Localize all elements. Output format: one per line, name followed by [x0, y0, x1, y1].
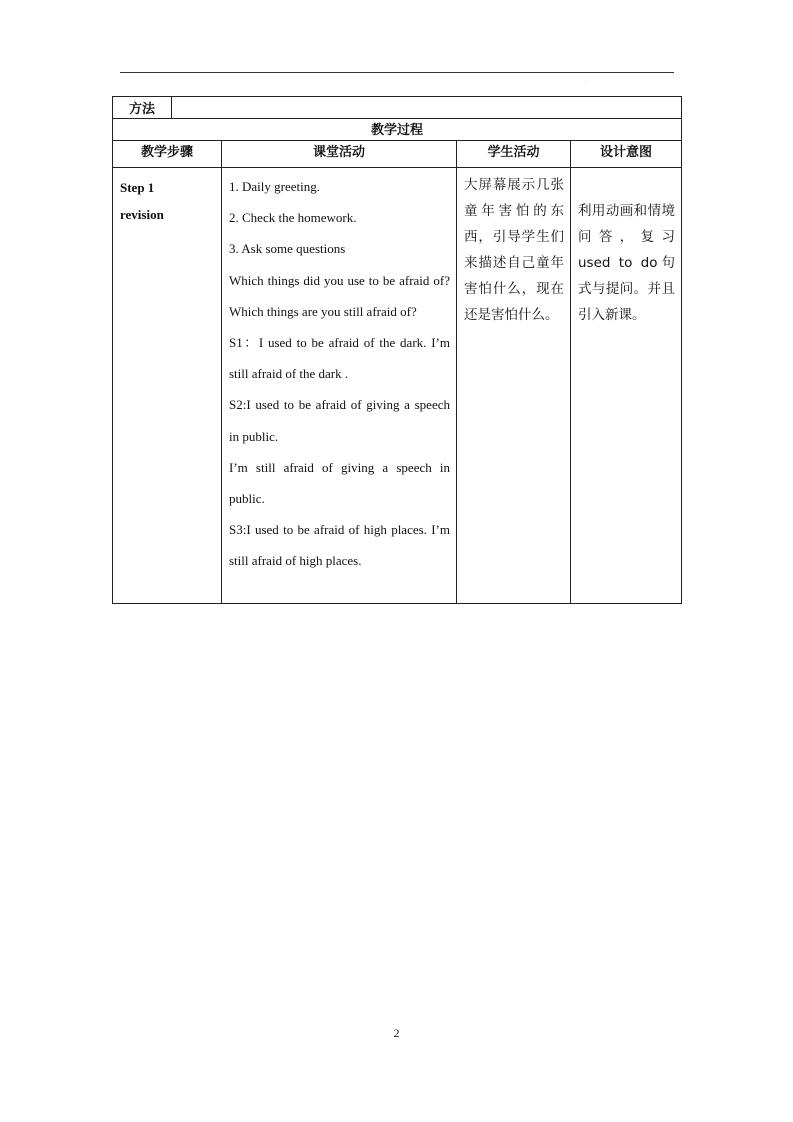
activity-line: S1：I used to be afraid of the dark. I’m still afraid of the dark .	[229, 335, 450, 382]
column-header-step: 教学步骤	[113, 141, 222, 168]
column-header-activity: 课堂活动	[222, 141, 457, 168]
process-title-row	[113, 119, 682, 141]
header-mark: ·	[585, 80, 587, 87]
design-intent-cell: 利用动画和情境问答，复习used to do句式与提问。并且引入新课。	[571, 168, 682, 604]
header-rule	[120, 72, 674, 73]
method-label: 方法	[113, 97, 172, 118]
method-value	[172, 97, 681, 118]
method-row	[113, 97, 682, 119]
content-row	[113, 168, 682, 604]
activity-line: I’m still afraid of giving a speech in public.	[229, 459, 450, 507]
method-cell	[113, 97, 682, 119]
activity-line: S3:I used to be afraid of high places. I’m still afraid of high places.	[229, 522, 450, 569]
activity-line: Which things did you use to be afraid of? Which things are you still afraid of?	[229, 272, 450, 319]
process-title: 教学过程	[113, 119, 682, 141]
column-header-intent: 设计意图	[571, 141, 682, 168]
step-cell	[113, 168, 222, 604]
step-name: revision	[120, 207, 164, 222]
page-number: 2	[393, 1026, 400, 1040]
activity-cell	[222, 168, 457, 604]
student-activity-cell: 大屏幕展示几张童年害怕的东西，引导学生们来描述自己童年害怕什么，现在还是害怕什么。	[457, 168, 571, 604]
step-number: Step 1	[120, 180, 155, 195]
activity-line: 2. Check the homework.	[229, 210, 357, 226]
column-header-row	[113, 141, 682, 168]
lesson-plan-table	[112, 96, 682, 604]
activity-line: 3. Ask some questions	[229, 241, 346, 257]
activity-line: S2:I used to be afraid of giving a speech in public.	[229, 397, 450, 444]
activity-line: 1. Daily greeting.	[229, 179, 320, 194]
column-header-student: 学生活动	[457, 141, 571, 168]
